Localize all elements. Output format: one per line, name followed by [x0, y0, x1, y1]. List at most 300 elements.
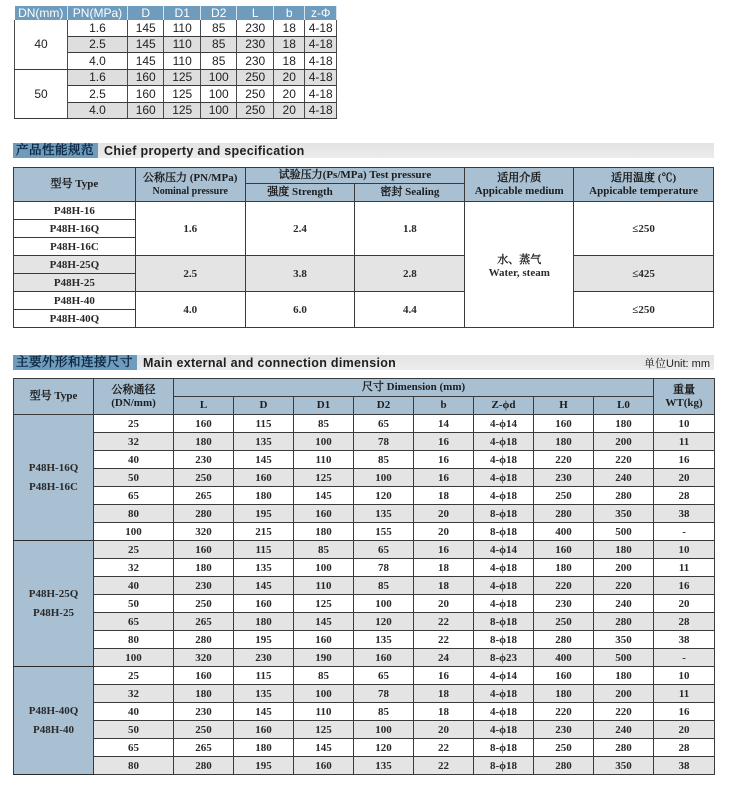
table-cell: 22 — [414, 631, 474, 649]
table-cell: 65 — [94, 739, 174, 757]
model-type-cell: P48H-16C — [14, 238, 136, 256]
table-cell: 160 — [294, 757, 354, 775]
table-cell: 4-ϕ18 — [474, 469, 534, 487]
table-cell: 4-ϕ18 — [474, 721, 534, 739]
table-cell: 18 — [414, 685, 474, 703]
table-cell: 22 — [414, 613, 474, 631]
spec-section-title-en: Chief property and specification — [104, 143, 305, 158]
table-cell: 145 — [234, 451, 294, 469]
table-cell: 230 — [237, 53, 274, 70]
table-cell: 40 — [94, 577, 174, 595]
table-row — [14, 523, 715, 541]
col-header-b: b — [273, 6, 304, 20]
table-cell: 85 — [354, 451, 414, 469]
nominal-cell: 2.5 — [135, 256, 245, 292]
table-cell: 350 — [594, 505, 654, 523]
table-row — [14, 631, 715, 649]
table-cell: 125 — [294, 469, 354, 487]
table-cell: 14 — [414, 415, 474, 433]
spec-header-medium-cn: 适用介质 — [497, 171, 542, 184]
table-cell: 250 — [174, 721, 234, 739]
table-cell: 4.0 — [67, 53, 127, 70]
table-cell: 500 — [594, 649, 654, 667]
table-cell: 4-18 — [305, 102, 337, 119]
table-cell: 100 — [94, 649, 174, 667]
table-cell: 160 — [534, 667, 594, 685]
table-cell: 25 — [94, 667, 174, 685]
table-cell: 180 — [594, 667, 654, 685]
spec-section-title-cn: 产品性能规范 — [13, 143, 98, 158]
table-cell: 135 — [234, 559, 294, 577]
table-cell: 65 — [94, 613, 174, 631]
table-cell: 20 — [273, 69, 304, 86]
table-cell: 100 — [354, 469, 414, 487]
table-cell: 180 — [234, 613, 294, 631]
table-cell: 65 — [354, 415, 414, 433]
table-cell: 10 — [654, 667, 715, 685]
flange-dimension-table — [14, 6, 337, 119]
table-row — [15, 20, 337, 36]
table-cell: 265 — [174, 487, 234, 505]
model-type-cell: P48H-40 — [14, 292, 136, 310]
table-cell: 4-18 — [305, 69, 337, 86]
table-cell: 4-18 — [305, 86, 337, 103]
strength-cell: 2.4 — [245, 202, 355, 256]
table-cell: 16 — [414, 541, 474, 559]
table-cell: 4-ϕ18 — [474, 577, 534, 595]
table-cell: 125 — [294, 721, 354, 739]
table-row — [14, 469, 715, 487]
table-cell: 8-ϕ18 — [474, 523, 534, 541]
table-cell: 230 — [237, 20, 274, 36]
table-cell: 145 — [294, 487, 354, 505]
spec-header-sealing: 密封 Sealing — [355, 184, 465, 202]
table-cell: 265 — [174, 739, 234, 757]
dim-col-header-l0: L0 — [594, 397, 654, 415]
table-cell: 220 — [594, 703, 654, 721]
medium-en: Water, steam — [488, 266, 550, 279]
table-cell: 180 — [534, 559, 594, 577]
table-row — [14, 415, 715, 433]
spec-header-test-pressure: 试验压力(Ps/MPa) Test pressure — [245, 168, 465, 184]
table-cell: 350 — [594, 631, 654, 649]
dimension-table-body — [14, 415, 715, 775]
table-cell: 230 — [534, 595, 594, 613]
table-cell: 100 — [294, 559, 354, 577]
table-cell: 4.0 — [67, 102, 127, 119]
table-cell: 20 — [654, 595, 715, 613]
table-cell: 4-ϕ14 — [474, 541, 534, 559]
table-cell: 180 — [174, 433, 234, 451]
dim-header-weight — [654, 379, 715, 415]
dn-cell: 50 — [15, 69, 68, 119]
table-cell: 110 — [164, 36, 201, 53]
table-cell: 100 — [200, 102, 237, 119]
dim-col-header-d2: D2 — [354, 397, 414, 415]
medium-cell — [465, 202, 574, 328]
table-cell: 18 — [273, 53, 304, 70]
table-cell: 160 — [174, 667, 234, 685]
table-cell: 160 — [294, 631, 354, 649]
table-cell: 85 — [200, 20, 237, 36]
table-cell: 85 — [354, 577, 414, 595]
table-cell: 250 — [174, 469, 234, 487]
table-cell: 215 — [234, 523, 294, 541]
sealing-cell: 2.8 — [355, 256, 465, 292]
table-cell: 85 — [200, 36, 237, 53]
table-row — [14, 757, 715, 775]
spec-header-medium — [465, 168, 574, 202]
table-cell: 180 — [534, 685, 594, 703]
temperature-cell: ≤250 — [574, 202, 714, 256]
table-cell: 22 — [414, 757, 474, 775]
nominal-cell: 4.0 — [135, 292, 245, 328]
table-cell: 16 — [654, 451, 715, 469]
table-cell: 180 — [294, 523, 354, 541]
table-cell: 145 — [127, 36, 164, 53]
dimension-section-title-cn: 主要外形和连接尺寸 — [13, 355, 137, 370]
temperature-cell: ≤250 — [574, 292, 714, 328]
dim-col-header-l: L — [174, 397, 234, 415]
strength-cell: 6.0 — [245, 292, 355, 328]
col-header-l: L — [237, 6, 274, 20]
table-cell: 85 — [294, 541, 354, 559]
table-cell: 200 — [594, 433, 654, 451]
table-cell: 250 — [174, 595, 234, 613]
table-cell: 155 — [354, 523, 414, 541]
table-cell: 160 — [174, 541, 234, 559]
table-cell: 65 — [94, 487, 174, 505]
table-cell: 18 — [414, 577, 474, 595]
table-cell: 180 — [174, 685, 234, 703]
table-cell: 32 — [94, 433, 174, 451]
table-cell: 38 — [654, 505, 715, 523]
table-cell: 100 — [200, 69, 237, 86]
table-cell: 85 — [294, 415, 354, 433]
table-cell: 180 — [234, 739, 294, 757]
table-cell: 25 — [94, 541, 174, 559]
dimension-section-title-en: Main external and connection dimension — [143, 355, 397, 370]
model-name: P48H-40Q — [28, 704, 79, 717]
table-cell: 135 — [234, 685, 294, 703]
dim-header-dn-en: (DN/mm) — [111, 396, 156, 409]
table-cell: 1.6 — [67, 20, 127, 36]
table-cell: 25 — [94, 415, 174, 433]
table-cell: 125 — [164, 102, 201, 119]
table-cell: 280 — [174, 757, 234, 775]
spec-row — [14, 202, 714, 220]
table-cell: 50 — [94, 469, 174, 487]
table-cell: 110 — [294, 703, 354, 721]
table-cell: 80 — [94, 631, 174, 649]
table-cell: 230 — [237, 36, 274, 53]
spec-section-header — [13, 143, 714, 158]
table-cell: 4-ϕ18 — [474, 451, 534, 469]
spec-header-type: 型号 Type — [14, 168, 136, 202]
table-cell: 20 — [414, 721, 474, 739]
table-cell: 16 — [414, 451, 474, 469]
table-cell: 110 — [164, 53, 201, 70]
table-cell: 135 — [354, 757, 414, 775]
table-cell: 32 — [94, 559, 174, 577]
table-cell: 160 — [534, 541, 594, 559]
table-cell: 38 — [654, 757, 715, 775]
table-cell: 8-ϕ18 — [474, 757, 534, 775]
table-cell: 40 — [94, 451, 174, 469]
sealing-cell: 1.8 — [355, 202, 465, 256]
table-cell: 110 — [294, 577, 354, 595]
table-cell: 78 — [354, 685, 414, 703]
table-cell: 20 — [654, 721, 715, 739]
table-cell: 16 — [414, 433, 474, 451]
table-cell: 230 — [174, 451, 234, 469]
table-cell: 11 — [654, 685, 715, 703]
table-cell: 20 — [654, 469, 715, 487]
table-cell: 4-ϕ18 — [474, 433, 534, 451]
table-cell: 250 — [534, 613, 594, 631]
table-cell: 180 — [594, 541, 654, 559]
table-cell: 18 — [273, 20, 304, 36]
table-cell: 320 — [174, 523, 234, 541]
table-row — [14, 433, 715, 451]
table-cell: 160 — [234, 469, 294, 487]
dim-col-header-h: H — [534, 397, 594, 415]
table-cell: 85 — [294, 667, 354, 685]
table-cell: 195 — [234, 757, 294, 775]
table-cell: 120 — [354, 739, 414, 757]
table-cell: 160 — [234, 595, 294, 613]
table-cell: 280 — [534, 505, 594, 523]
table-cell: 220 — [534, 451, 594, 469]
table-cell: 4-18 — [305, 20, 337, 36]
table-cell: 2.5 — [67, 36, 127, 53]
spec-row — [14, 292, 714, 310]
table-cell: 1.6 — [67, 69, 127, 86]
table-cell: 145 — [127, 53, 164, 70]
dim-col-header-zd: Z-ϕd — [474, 397, 534, 415]
spec-header-nominal-en: Nominal pressure — [152, 185, 228, 197]
dim-header-dn-cn: 公称通径 — [111, 383, 156, 396]
table-cell: 190 — [294, 649, 354, 667]
table-cell: 160 — [234, 721, 294, 739]
table-cell: 50 — [94, 595, 174, 613]
spec-header-temp-en: Appicable temperature — [589, 184, 699, 197]
table-cell: 195 — [234, 505, 294, 523]
table-cell: 180 — [594, 415, 654, 433]
table-cell: 4-18 — [305, 53, 337, 70]
temperature-cell: ≤425 — [574, 256, 714, 292]
table-cell: 28 — [654, 613, 715, 631]
table-row — [14, 595, 715, 613]
unit-label: 单位Unit: mm — [644, 357, 710, 370]
table-cell: 160 — [354, 649, 414, 667]
table-cell: 125 — [164, 69, 201, 86]
table-row — [14, 739, 715, 757]
table-cell: 250 — [237, 69, 274, 86]
table-cell: 18 — [414, 487, 474, 505]
table-cell: 65 — [354, 667, 414, 685]
table-cell: 20 — [414, 505, 474, 523]
table-cell: 180 — [534, 433, 594, 451]
table-cell: 145 — [294, 613, 354, 631]
strength-cell: 3.8 — [245, 256, 355, 292]
table-cell: 220 — [534, 577, 594, 595]
table-cell: 160 — [127, 86, 164, 103]
table-cell: 280 — [174, 631, 234, 649]
table-row — [14, 541, 715, 559]
table-cell: 8-ϕ18 — [474, 505, 534, 523]
table-cell: 4-ϕ18 — [474, 595, 534, 613]
spec-table-header-row-1 — [14, 168, 714, 184]
table-cell: 50 — [94, 721, 174, 739]
table-cell: 22 — [414, 739, 474, 757]
spec-header-strength: 强度 Strength — [245, 184, 355, 202]
table-cell: 65 — [354, 541, 414, 559]
table-cell: 4-ϕ18 — [474, 703, 534, 721]
table-cell: 125 — [294, 595, 354, 613]
dimension-header-row-1 — [14, 379, 715, 397]
table-cell: 28 — [654, 487, 715, 505]
table-cell: 200 — [594, 559, 654, 577]
table-row — [14, 451, 715, 469]
table-row — [15, 69, 337, 86]
dn-cell: 40 — [15, 20, 68, 69]
dim-col-header-d1: D1 — [294, 397, 354, 415]
table-row — [14, 613, 715, 631]
dim-header-type: 型号 Type — [14, 379, 94, 415]
table-cell: 38 — [654, 631, 715, 649]
table-row — [14, 559, 715, 577]
table-cell: 16 — [414, 667, 474, 685]
dim-col-header-d: D — [234, 397, 294, 415]
table-row — [14, 577, 715, 595]
table-row — [14, 721, 715, 739]
table-cell: 230 — [534, 721, 594, 739]
table-cell: 4-ϕ14 — [474, 415, 534, 433]
table-cell: 280 — [594, 739, 654, 757]
table-cell: 145 — [127, 20, 164, 36]
col-header-dn: DN(mm) — [15, 6, 68, 20]
table-cell: 85 — [200, 53, 237, 70]
table-cell: 250 — [534, 487, 594, 505]
table-cell: 145 — [294, 739, 354, 757]
table-cell: 4-ϕ18 — [474, 487, 534, 505]
flange-table-body — [15, 20, 337, 119]
table-cell: 80 — [94, 505, 174, 523]
table-cell: 250 — [534, 739, 594, 757]
model-name: P48H-16C — [29, 480, 78, 493]
table-cell: 240 — [594, 721, 654, 739]
table-cell: 4-18 — [305, 36, 337, 53]
table-cell: 145 — [234, 703, 294, 721]
table-cell: 20 — [414, 595, 474, 613]
table-cell: 110 — [164, 20, 201, 36]
table-cell: 78 — [354, 433, 414, 451]
table-cell: 145 — [234, 577, 294, 595]
spec-header-temperature — [574, 168, 714, 202]
table-cell: 4-ϕ14 — [474, 667, 534, 685]
col-header-z-phi: z-Φ — [305, 6, 337, 20]
table-cell: - — [654, 649, 715, 667]
table-cell: 16 — [654, 703, 715, 721]
table-row — [14, 667, 715, 685]
dim-col-header-b: b — [414, 397, 474, 415]
table-row — [14, 505, 715, 523]
table-cell: 160 — [127, 69, 164, 86]
col-header-pn: PN(MPa) — [67, 6, 127, 20]
table-cell: 8-ϕ18 — [474, 631, 534, 649]
table-row — [14, 685, 715, 703]
table-cell: 240 — [594, 595, 654, 613]
table-cell: 100 — [294, 433, 354, 451]
model-cell — [14, 541, 94, 667]
col-header-d: D — [127, 6, 164, 20]
table-cell: 200 — [594, 685, 654, 703]
spec-row — [14, 256, 714, 274]
table-cell: 100 — [294, 685, 354, 703]
table-cell: 280 — [594, 487, 654, 505]
table-cell: 11 — [654, 433, 715, 451]
col-header-d2: D2 — [200, 6, 237, 20]
dim-header-dn — [94, 379, 174, 415]
table-cell: 250 — [237, 86, 274, 103]
table-cell: 2.5 — [67, 86, 127, 103]
flange-table-header-row — [15, 6, 337, 20]
table-cell: 280 — [594, 613, 654, 631]
table-cell: 40 — [94, 703, 174, 721]
table-cell: 220 — [594, 577, 654, 595]
table-cell: 28 — [654, 739, 715, 757]
table-cell: 220 — [594, 451, 654, 469]
table-cell: 20 — [273, 102, 304, 119]
table-row — [14, 487, 715, 505]
table-row — [14, 703, 715, 721]
table-cell: 230 — [234, 649, 294, 667]
table-cell: 230 — [534, 469, 594, 487]
table-cell: 280 — [534, 631, 594, 649]
table-cell: 115 — [234, 667, 294, 685]
table-cell: 220 — [534, 703, 594, 721]
table-cell: 16 — [414, 469, 474, 487]
table-cell: 11 — [654, 559, 715, 577]
dimension-table — [13, 378, 715, 775]
table-cell: 180 — [234, 487, 294, 505]
spec-header-temp-cn: 适用温度 (℃) — [611, 171, 677, 184]
table-cell: 230 — [174, 577, 234, 595]
table-cell: 16 — [654, 577, 715, 595]
table-cell: 135 — [354, 505, 414, 523]
table-cell: 160 — [127, 102, 164, 119]
table-cell: 180 — [174, 559, 234, 577]
sealing-cell: 4.4 — [355, 292, 465, 328]
model-name: P48H-16Q — [28, 461, 79, 474]
model-cell — [14, 667, 94, 775]
table-cell: 160 — [534, 415, 594, 433]
table-cell: 10 — [654, 415, 715, 433]
dim-header-dimension: 尺寸 Dimension (mm) — [174, 379, 654, 397]
table-cell: 500 — [594, 523, 654, 541]
table-cell: 120 — [354, 487, 414, 505]
spec-header-nominal — [135, 168, 245, 202]
table-cell: 80 — [94, 757, 174, 775]
table-cell: 125 — [164, 86, 201, 103]
model-type-cell: P48H-25 — [14, 274, 136, 292]
model-name: P48H-40 — [33, 723, 74, 736]
table-cell: 4-ϕ18 — [474, 685, 534, 703]
table-cell: 250 — [237, 102, 274, 119]
spec-header-medium-en: Appicable medium — [474, 184, 564, 197]
table-cell: 240 — [594, 469, 654, 487]
